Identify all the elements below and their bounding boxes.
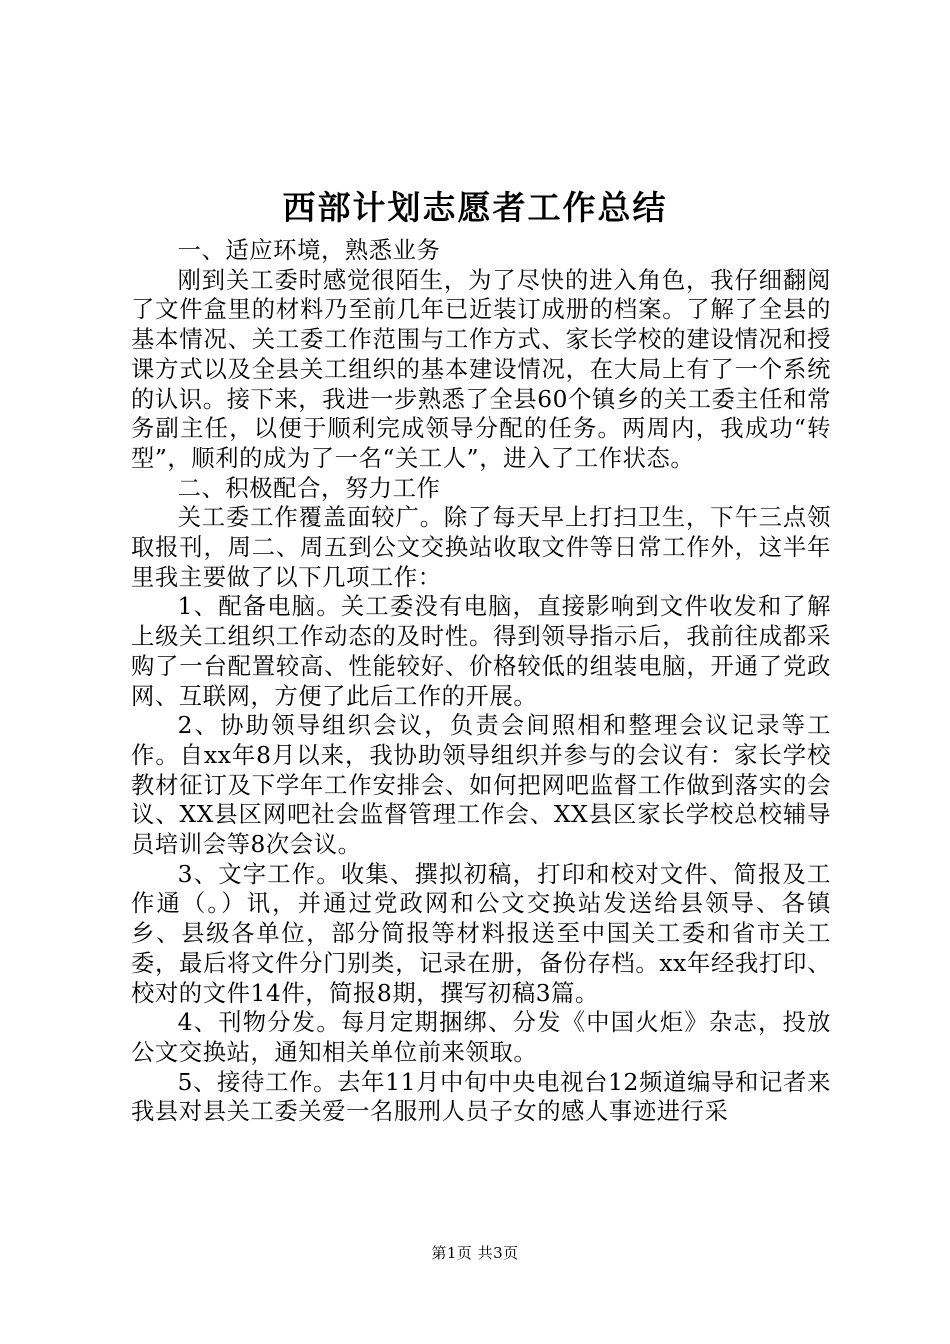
list-item-3: 3、文字工作。收集、撰拟初稿，打印和校对文件、简报及工作通（。）讯，并通过党政网和公文交换站发送给县领导、各镇乡、县级各单位，部分简报等材料报送至中国关工委和省市关工委，最后将文件分门别类，记录在册，备份存档。xx年经我打印、校对的文件14件，简报8期，撰写初稿3篇。 — [131, 860, 831, 1007]
paragraph-1: 刚到关工委时感觉很陌生，为了尽快的进入角色，我仔细翻阅了文件盒里的材料乃至前几年已近装订成册的档案。了解了全县的基本情况、关工委工作范围与工作方式、家长学校的建设情况和授课方式以及全县关工组织的基本建设情况，在大局上有了一个系统的认识。接下来，我进一步熟悉了全县60个镇乡的关工委主任和常务副主任，以便于顺利完成领导分配的任务。两周内，我成功“转型”，顺利的成为了一名“关工人”，进入了工作状态。 — [131, 266, 831, 472]
list-item-2: 2、协助领导组织会议，负责会间照相和整理会议记录等工作。自xx年8月以来，我协助领导组织并参与的会议有：家长学校教材征订及下学年工作安排会、如何把网吧监督工作做到落实的会议、XX县区网吧社会监督管理工作会、XX县区家长学校总校辅导员培训会等8次会议。 — [131, 712, 831, 859]
document-body — [131, 236, 831, 1127]
list-item-4: 4、刊物分发。每月定期捆绑、分发《中国火炬》杂志，投放公文交换站，通知相关单位前来领取。 — [131, 1009, 831, 1066]
section-heading-1: 一、适应环境，熟悉业务 — [177, 237, 441, 264]
document-title: 西部计划志愿者工作总结 — [282, 188, 668, 227]
paragraph-2: 关工委工作覆盖面较广。除了每天早上打扫卫生，下午三点领取报刊，周二、周五到公文交换站收取文件等日常工作外，这半年里我主要做了以下几项工作： — [131, 504, 831, 591]
list-item-5: 5、接待工作。去年11月中旬中央电视台12频道编导和记者来我县对县关工委关爱一名服刑人员子女的感人事迹进行采 — [131, 1068, 831, 1126]
section-heading-2: 二、积极配合，努力工作 — [177, 474, 441, 502]
list-item-1: 1、配备电脑。关工委没有电脑，直接影响到文件收发和了解上级关工组织工作动态的及时性。得到领导指示后，我前往成都采购了一台配置较高、性能较好、价格较低的组装电脑，开通了党政网、互联网，方便了此后工作的开展。 — [131, 593, 831, 710]
page-number-footer: 第1页 共3页 — [431, 1244, 519, 1262]
